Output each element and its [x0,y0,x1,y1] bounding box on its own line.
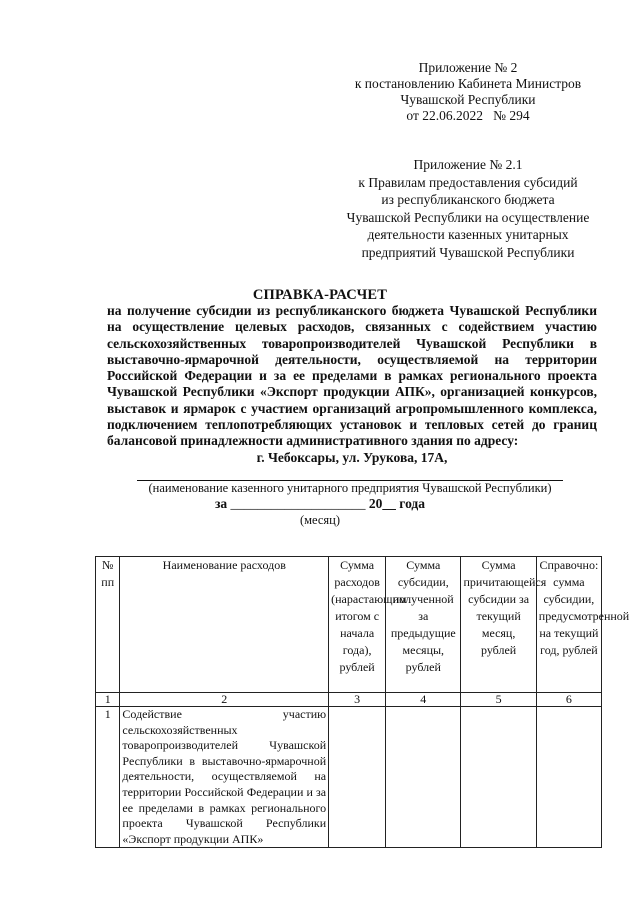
column-number: 4 [386,693,461,707]
column-number: 5 [461,693,536,707]
table-row [96,707,602,848]
appendix-2-1-line: к Правилам предоставления субсидий [358,174,578,190]
appendix-2-1-line: из республиканского бюджета [381,192,555,207]
previous-subsidy-cell[interactable] [386,707,461,848]
month-caption: (месяц) [299,513,341,527]
period-prefix: за [214,496,228,511]
appendix-2-line: Приложение № 2 [418,60,518,75]
period-row [0,496,640,512]
period-suffix: года [399,496,426,511]
document-subtitle [107,303,597,466]
appendix-2-date: от 22.06.2022 № 294 [406,108,530,123]
period-year: 20__ [368,496,396,511]
appendix-2-1-line: деятельности казенных унитарных [367,227,569,242]
expense-name: Содействие участию сельскохозяйственных товаропроизводителей Чувашской Республики в выставочно-ярмарочной деятельности, осуществляемой на территории Российской Федерации и за ее пределами в рамках регионального проекта Чувашской Республики «Экспорт продукции АПК» [120,707,329,848]
calculation-table [95,556,630,848]
appendix-2-1-line: предприятий Чувашской Республики [361,244,575,260]
appendix-2-1-header [318,156,618,261]
org-name-caption: (наименование казенного унитарного предприятия Чувашской Республики) [148,481,552,495]
appendix-2-header [318,60,618,124]
subtitle-text: на получение субсидии из республиканского бюджета Чувашской Республики на осуществление целевых расходов, связанных с содействием участию сельскохозяйственных товаропроизводителей Чувашской Республики в выставочно-ярмарочной деятельности, осуществляемой на территории Российской Федерации и за ее пределами в рамках регионального проекта Чувашской Республики «Экспорт продукции АПК», организацией конкурсов, выставок и ярмарок с участием организаций агропромышленного комплекса, подключением теплопотребляющих установок и тепловых сетей до границ балансовой принадлежности административного здания по адресу: [107,303,597,449]
column-number: 3 [329,693,386,707]
header-cell: Сумма расходов (нарастающим итогом с начала года), рублей [329,557,386,693]
column-number: 1 [96,693,120,707]
period-month-blank: ____________________ [230,496,366,511]
appendix-2-1-line: Приложение № 2.1 [413,157,523,172]
document-title: СПРАВКА-РАСЧЕТ [252,287,388,303]
column-number-row [96,693,602,707]
table-header-row [96,557,602,693]
row-number: 1 [96,707,120,848]
column-number: 6 [536,693,601,707]
header-cell: Сумма причитающейся субсидии за текущий месяц, рублей [461,557,536,693]
annual-subsidy-cell[interactable] [536,707,601,848]
appendix-2-line: Чувашской Республики [400,92,536,107]
column-number: 2 [120,693,329,707]
appendix-2-1-line: Чувашской Республики на осуществление [346,209,590,225]
appendix-2-line: к постановлению Кабинета Министров [354,76,582,91]
total-expenses-cell[interactable] [329,707,386,848]
header-cell: Справочно: сумма субсидии, предусмотренной на текущий год, рублей [536,557,601,693]
header-cell: № пп [96,557,120,693]
header-cell: Сумма субсидии, полученной за предыдущие месяцы, рублей [386,557,461,693]
current-subsidy-cell[interactable] [461,707,536,848]
subtitle-address: г. Чебоксары, ул. Урукова, 17А, [256,449,448,465]
header-cell: Наименование расходов [120,557,329,693]
